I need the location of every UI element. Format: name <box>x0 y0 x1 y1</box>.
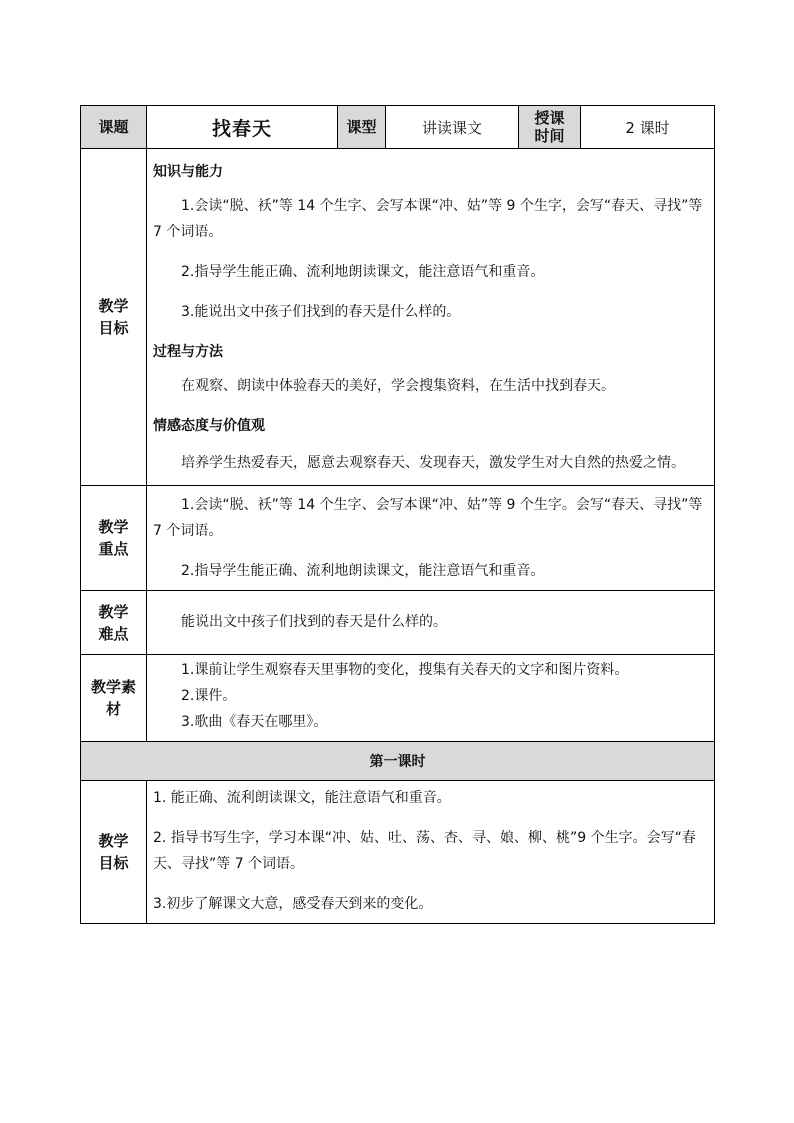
first-lesson-goals-content <box>147 781 715 924</box>
topic-label: 课题 <box>81 106 147 149</box>
material-item-2: 2.课件。 <box>181 688 237 704</box>
knowledge-item-1: 1.会读“脱、袄”等 14 个生字、会写本课“冲、姑”等 9 个生字，会写“春天、寻找”等 7 个词语。 <box>153 198 703 240</box>
knowledge-title: 知识与能力 <box>153 164 223 180</box>
difficulty-item-1: 能说出文中孩子们找到的春天是什么样的。 <box>181 613 447 630</box>
objectives-row <box>81 149 715 486</box>
objectives-content <box>147 149 715 486</box>
time-label: 授课 时间 <box>519 106 581 149</box>
materials-label: 教学素 材 <box>81 655 147 742</box>
first-lesson-goal-2: 2. 指导书写生字，学习本课“冲、姑、吐、荡、杏、寻、娘、柳、桃”9 个生字。会写“春天、寻找”等 7 个词语。 <box>153 830 696 872</box>
materials-content <box>147 655 715 742</box>
key-points-row <box>81 486 715 591</box>
key-point-2: 2.指导学生能正确、流利地朗读课文，能注意语气和重音。 <box>181 563 545 579</box>
first-lesson-goal-3: 3.初步了解课文大意，感受春天到来的变化。 <box>153 896 433 912</box>
topic-value: 找春天 <box>147 106 338 149</box>
header-row <box>81 106 715 149</box>
materials-row <box>81 655 715 742</box>
material-item-1: 1.课前让学生观察春天里事物的变化，搜集有关春天的文字和图片资料。 <box>181 662 629 678</box>
difficulties-label: 教学 难点 <box>81 591 147 655</box>
lesson-plan-table <box>80 105 715 924</box>
material-item-3: 3.歌曲《春天在哪里》。 <box>181 714 328 730</box>
type-value: 讲读课文 <box>386 106 519 149</box>
first-lesson-goals-label: 教学 目标 <box>81 781 147 924</box>
process-title: 过程与方法 <box>153 344 223 360</box>
knowledge-item-2: 2.指导学生能正确、流利地朗读课文，能注意语气和重音。 <box>181 264 545 280</box>
first-lesson-row <box>81 742 715 781</box>
emotion-title: 情感态度与价值观 <box>153 418 265 434</box>
time-value: 2 课时 <box>581 106 715 149</box>
objectives-label: 教学 目标 <box>81 149 147 486</box>
first-lesson-goal-1: 1. 能正确、流利朗读课文，能注意语气和重音。 <box>153 790 451 806</box>
key-points-label: 教学 重点 <box>81 486 147 591</box>
process-item-1: 在观察、朗读中体验春天的美好，学会搜集资料，在生活中找到春天。 <box>181 378 615 394</box>
first-lesson-goals-row <box>81 781 715 924</box>
type-label: 课型 <box>338 106 386 149</box>
key-points-content <box>147 486 715 591</box>
emotion-item-1: 培养学生热爱春天，愿意去观察春天、发现春天，激发学生对大自然的热爱之情。 <box>181 455 685 471</box>
key-point-1: 1.会读“脱、袄”等 14 个生字、会写本课“冲、姑”等 9 个生字。会写“春天、寻找”等 7 个词语。 <box>153 497 703 539</box>
first-lesson-title: 第一课时 <box>81 742 715 781</box>
knowledge-item-3: 3.能说出文中孩子们找到的春天是什么样的。 <box>181 304 461 320</box>
difficulties-row <box>81 591 715 655</box>
difficulties-content <box>147 591 715 655</box>
